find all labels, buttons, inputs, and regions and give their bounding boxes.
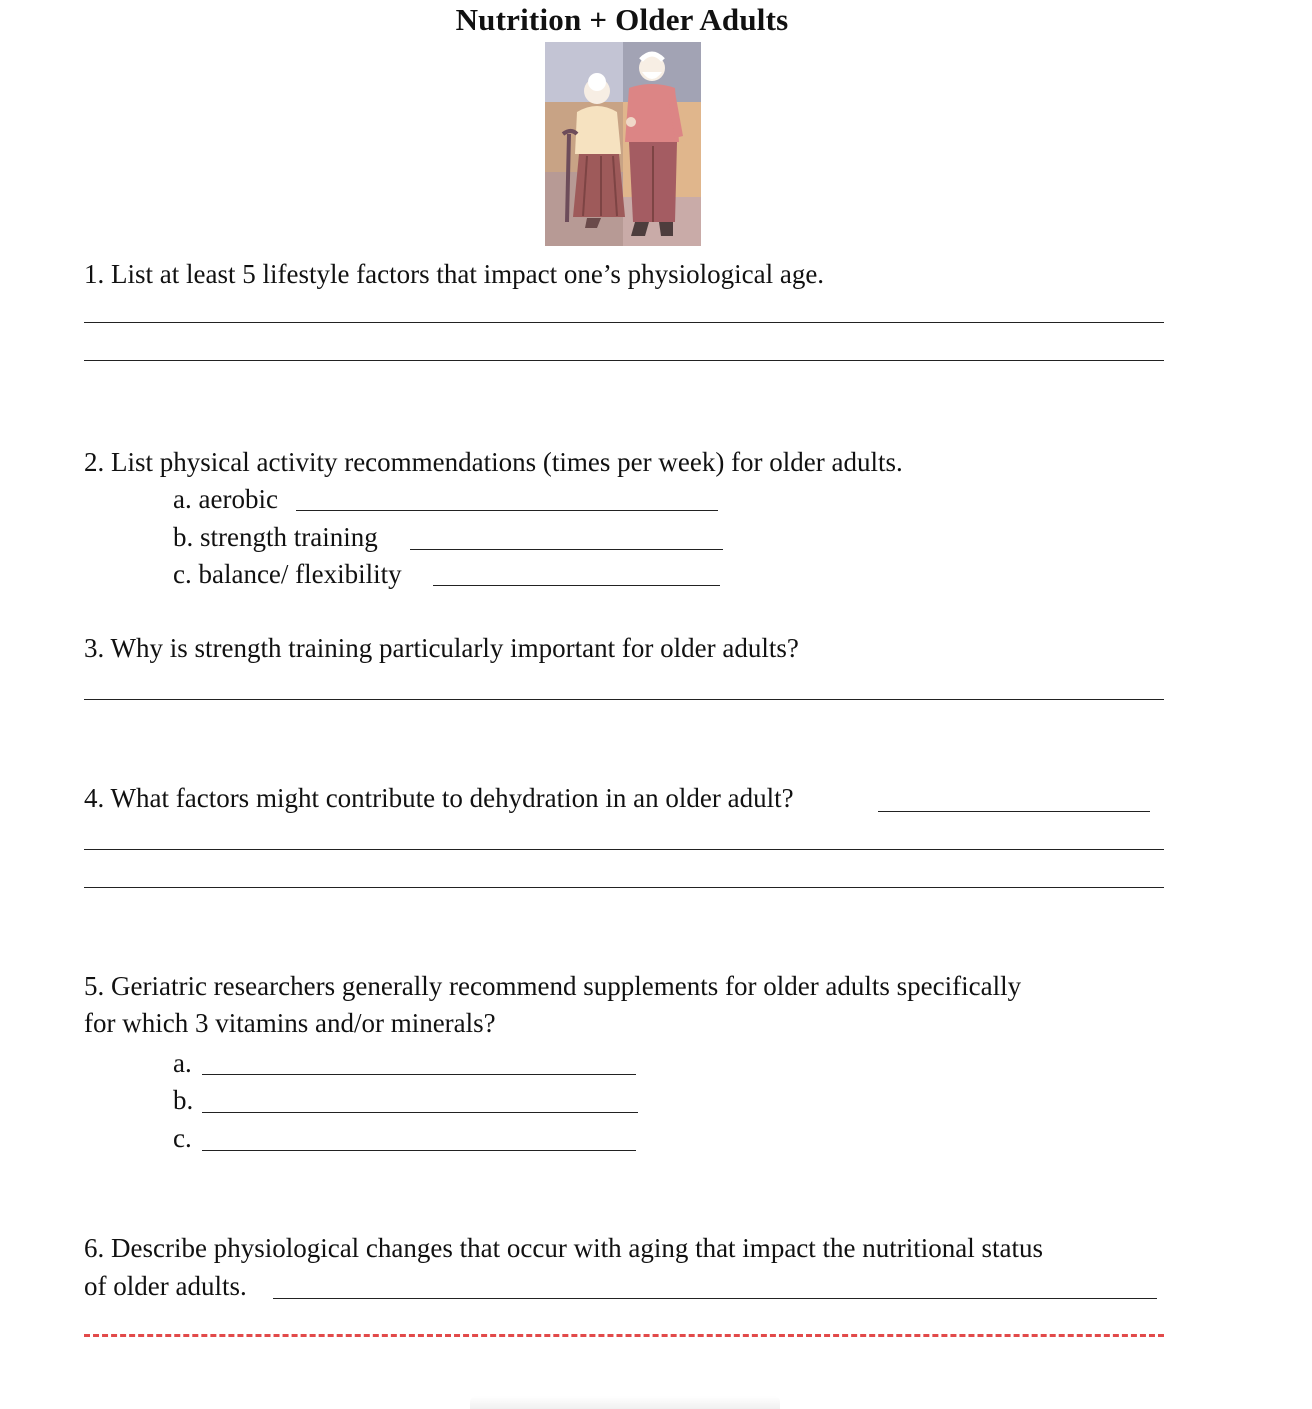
answer-line[interactable]	[84, 699, 1164, 700]
question-3: 3. Why is strength training particularly important for older adults?	[84, 633, 799, 663]
question-5-line-1: 5. Geriatric researchers generally recommend supplements for older adults specifically	[84, 971, 1022, 1001]
question-4: 4. What factors might contribute to dehydration in an older adult?	[84, 783, 794, 813]
answer-line[interactable]	[202, 1074, 636, 1075]
spellcheck-underline[interactable]	[84, 1334, 1164, 1337]
q2-item-c: c. balance/ flexibility	[173, 559, 402, 589]
scroll-shadow	[470, 1396, 780, 1409]
q5-item-b: b.	[173, 1085, 194, 1115]
q5-item-a: a.	[173, 1048, 192, 1078]
q2-item-b: b. strength training	[173, 522, 378, 552]
answer-line[interactable]	[84, 887, 1164, 888]
answer-line[interactable]	[84, 360, 1164, 361]
answer-line[interactable]	[273, 1298, 1157, 1299]
question-2: 2. List physical activity recommendations (times per week) for older adults.	[84, 447, 903, 477]
answer-line[interactable]	[296, 510, 718, 511]
question-5-line-2: for which 3 vitamins and/or minerals?	[84, 1008, 496, 1038]
page-title: Nutrition + Older Adults	[455, 2, 789, 37]
q2-item-a: a. aerobic	[173, 484, 278, 514]
question-6-line-2: of older adults.	[84, 1271, 247, 1301]
answer-line[interactable]	[433, 585, 720, 586]
answer-line[interactable]	[84, 322, 1164, 323]
q5-item-c: c.	[173, 1123, 192, 1153]
answer-line[interactable]	[878, 811, 1150, 812]
answer-line[interactable]	[202, 1150, 636, 1151]
question-6-line-1: 6. Describe physiological changes that occur with aging that impact the nutritional status	[84, 1233, 1044, 1263]
elderly-couple-icon	[545, 42, 701, 246]
answer-line[interactable]	[84, 849, 1164, 850]
question-1: 1. List at least 5 lifestyle factors that impact one’s physiological age.	[84, 259, 825, 289]
answer-line[interactable]	[202, 1112, 638, 1113]
answer-line[interactable]	[410, 549, 723, 550]
